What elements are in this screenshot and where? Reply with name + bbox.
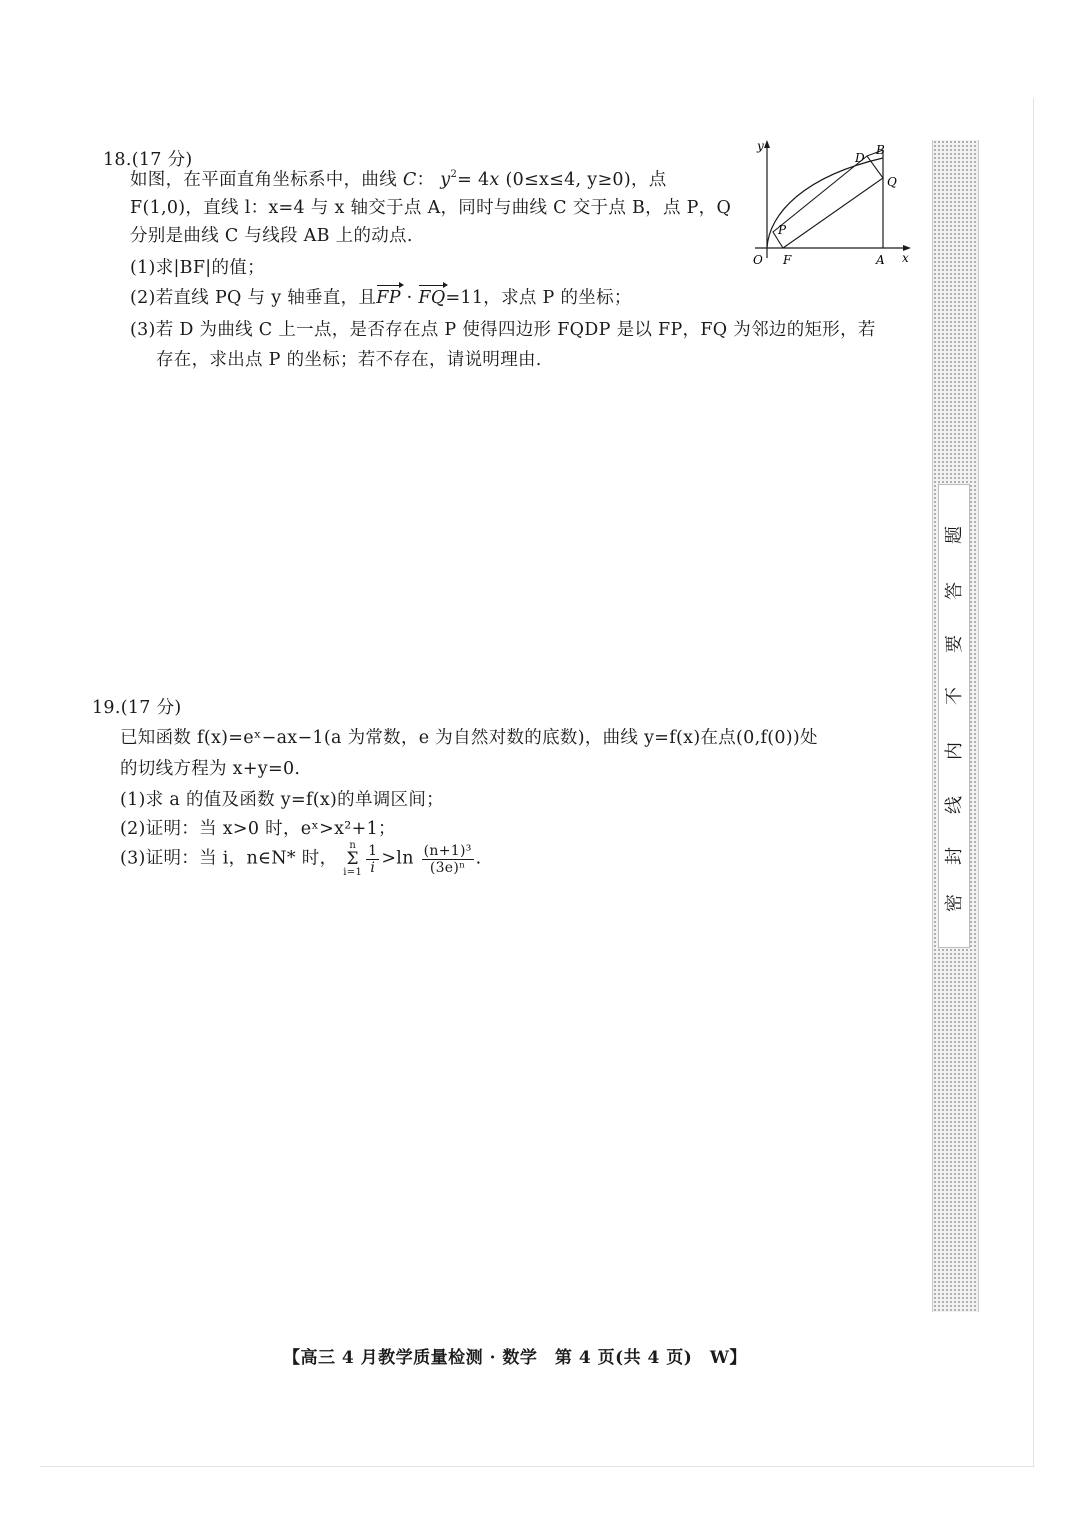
q18-figure: [745, 138, 915, 273]
q18-eq-4: = 4: [457, 170, 490, 190]
frac2-denominator: (3e)ⁿ: [429, 859, 466, 876]
label-y: y: [757, 139, 764, 153]
q19-header: [92, 694, 182, 722]
fraction-ln-argument: [422, 843, 474, 876]
q18-stem-line2: F(1,0)，直线 l：x=4 与 x 轴交于点 A，同时与曲线 C 交于点 B，点 P，Q: [130, 198, 732, 218]
q18-part3-line2: 存在，求出点 P 的坐标；若不存在，请说明理由.: [156, 350, 542, 370]
q18-stem-text: 如图，在平面直角坐标系中，曲线: [130, 170, 397, 190]
q19-part3-period: .: [475, 848, 482, 869]
q19-part3-ln: >ln: [381, 848, 414, 869]
q19-stem-line1: 已知函数 f(x)=eˣ−ax−1(a 为常数，e 为自然对数的底数)，曲线 y=f(x)在点(0,f(0))处: [120, 728, 818, 748]
sum-sign: Σ: [346, 849, 359, 869]
sum-upper: n: [349, 840, 357, 851]
seal-char: 要: [944, 635, 965, 653]
q18-part1: (1)求|BF|的值；: [130, 258, 265, 278]
q18-stem-line3: 分别是曲线 C 与线段 AB 上的动点.: [130, 226, 413, 246]
seal-char: 线: [944, 796, 965, 814]
q18-part2: [130, 284, 632, 312]
q19-number: 19.: [92, 698, 121, 718]
label-O: O: [753, 253, 763, 267]
q19-part1: (1)求 a 的值及函数 y=f(x)的单调区间；: [120, 790, 444, 810]
frac1-numerator: 1: [368, 842, 378, 859]
label-Q: Q: [887, 175, 897, 189]
label-P: P: [778, 223, 787, 237]
frac1-denominator: i: [370, 859, 376, 876]
q18-part3-line1: (3)若 D 为曲线 C 上一点，是否存在点 P 使得四边形 FQDP 是以 FP，FQ 为邻边的矩形，若: [130, 320, 876, 340]
q18-eq-y: y: [440, 170, 451, 190]
label-A: A: [876, 253, 885, 267]
q19-part3: [120, 840, 482, 878]
q18-part2-text: (2)若直线 PQ 与 y 轴垂直，且: [130, 288, 377, 308]
q18-curve-name: C: [402, 170, 417, 190]
q18-stem-line1: 如图，在平面直角坐标系中，曲线 C： $y^2= 4x$ (0≤x≤4, y≥0)，点: [130, 169, 667, 190]
q19-part3-text: (3)证明：当 i，n∈N* 时，: [120, 848, 338, 869]
label-B: B: [876, 143, 885, 157]
y-arrow-icon: [764, 140, 770, 148]
dot-operator: ·: [400, 288, 419, 308]
page-footer: 【高三 4 月教学质量检测 · 数学 第 4 页(共 4 页) W】: [283, 1348, 747, 1368]
seal-char: 密: [944, 894, 965, 912]
q19-score: (17 分): [120, 698, 182, 718]
vector-FP: FP: [376, 284, 401, 312]
q18-eq-x: x: [489, 170, 500, 190]
q18-number: 18.: [103, 150, 132, 170]
seal-char: 题: [944, 526, 965, 544]
seal-char: 不: [944, 687, 965, 705]
label-F: F: [783, 253, 792, 267]
seal-char: 封: [944, 847, 965, 865]
q18-score: (17 分): [131, 150, 193, 170]
seal-notice-box: [938, 484, 970, 948]
sum-lower: i=1: [343, 867, 363, 878]
summation: [343, 840, 362, 878]
label-x: x: [902, 251, 909, 265]
q18-colon: ：: [416, 170, 435, 190]
q18-point-word: ，点: [630, 170, 667, 190]
vector-FQ: FQ: [418, 284, 445, 312]
fraction-1-over-i: [366, 843, 379, 876]
seal-char: 答: [944, 582, 965, 600]
seal-char: 内: [944, 742, 965, 760]
q18-range: (0≤x≤4, y≥0): [505, 170, 631, 190]
q19-stem-line2: 的切线方程为 x+y=0.: [120, 759, 301, 779]
q19-part2: (2)证明：当 x>0 时，eˣ>x²+1；: [120, 819, 396, 839]
quad-FQDP: [773, 156, 883, 248]
frac2-numerator: (n+1)³: [423, 842, 472, 859]
label-D: D: [855, 151, 865, 165]
q18-part2-end: =11，求点 P 的坐标；: [445, 288, 632, 308]
